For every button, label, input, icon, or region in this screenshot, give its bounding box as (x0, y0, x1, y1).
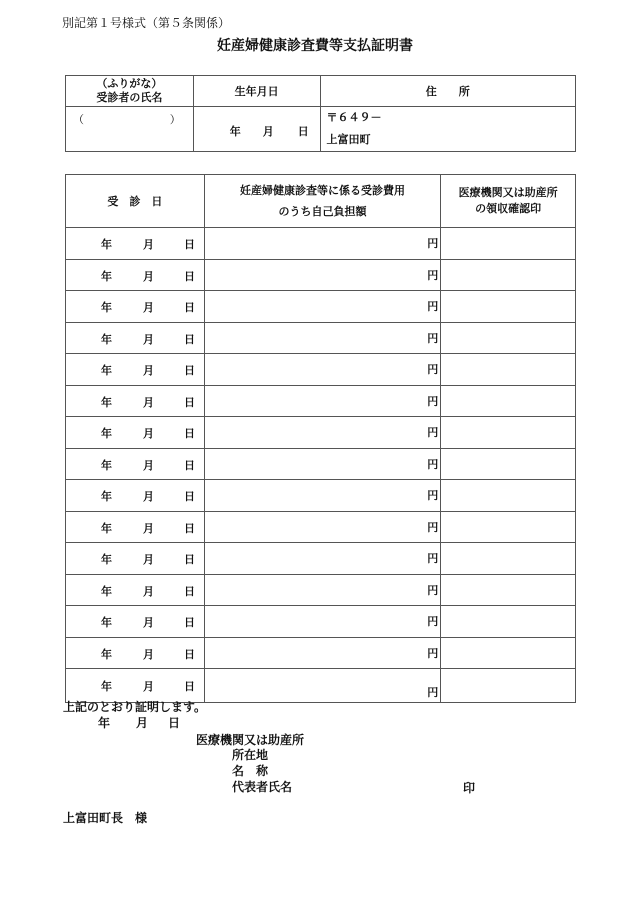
cost-label-line1: 妊産婦健康診査等に係る受診費用 (239, 184, 405, 197)
visit-row (66, 543, 576, 575)
representative-label: 代表者氏名 (232, 780, 293, 794)
birthdate-field[interactable] (193, 107, 320, 152)
visit-month: 月 (143, 647, 154, 661)
yen-unit: 円 (427, 520, 439, 534)
visit-row (66, 354, 576, 386)
address-field[interactable] (320, 107, 576, 152)
visit-row (66, 606, 576, 638)
yen-unit: 円 (427, 394, 439, 408)
furigana-label: （ふりがな） (96, 77, 163, 90)
visit-month: 月 (143, 490, 154, 504)
visit-month: 月 (143, 458, 154, 472)
receipt-seal-field[interactable] (441, 574, 576, 606)
visit-row (66, 291, 576, 323)
visit-date-field[interactable] (66, 669, 205, 703)
visit-month: 月 (143, 584, 154, 598)
visit-year: 年 (101, 553, 112, 567)
yen-unit: 円 (427, 685, 439, 699)
birth-year: 年 (229, 125, 241, 138)
yen-unit: 円 (427, 363, 439, 377)
cost-field[interactable] (204, 669, 441, 703)
receipt-seal-field[interactable] (441, 543, 576, 575)
receipt-seal-field[interactable] (441, 385, 576, 417)
visit-year: 年 (101, 616, 112, 630)
visit-row (66, 511, 576, 543)
visit-month: 月 (143, 680, 154, 694)
receipt-seal-field[interactable] (441, 322, 576, 354)
yen-unit: 円 (427, 457, 439, 471)
visit-date-field[interactable] (66, 259, 205, 291)
cost-field[interactable] (204, 543, 441, 575)
visit-year: 年 (101, 238, 112, 252)
paren-close: ） (169, 113, 181, 126)
visit-row (66, 259, 576, 291)
visit-month: 月 (143, 364, 154, 378)
applicant-info-table (65, 75, 576, 152)
cost-field[interactable] (204, 448, 441, 480)
visit-year: 年 (101, 647, 112, 661)
visit-row (66, 669, 576, 703)
visit-date-field[interactable] (66, 606, 205, 638)
visit-year: 年 (101, 458, 112, 472)
postal-code: 〒６４９－ (326, 111, 382, 124)
yen-unit: 円 (427, 646, 439, 660)
visit-date-field[interactable] (66, 354, 205, 386)
cost-field[interactable] (204, 606, 441, 638)
receipt-label-line1: 医療機関又は助産所 (458, 186, 558, 199)
header-visit-date: 受 診 日 (66, 175, 205, 228)
receipt-seal-field[interactable] (441, 669, 576, 703)
cost-field[interactable] (204, 259, 441, 291)
visit-year: 年 (101, 332, 112, 346)
cert-month: 月 (136, 716, 149, 730)
visit-day: 日 (184, 364, 195, 378)
visit-day: 日 (184, 584, 195, 598)
visit-month: 月 (143, 332, 154, 346)
header-receipt (441, 175, 576, 228)
visit-day: 日 (184, 332, 195, 346)
yen-unit: 円 (427, 237, 439, 251)
receipt-seal-field[interactable] (441, 228, 576, 260)
seal-mark: 印 (463, 781, 476, 795)
certification-statement: 上記のとおり証明します。 (63, 700, 207, 714)
cost-field[interactable] (204, 385, 441, 417)
visit-date-field[interactable] (66, 543, 205, 575)
yen-unit: 円 (427, 552, 439, 566)
birth-month: 月 (262, 125, 274, 138)
visit-row (66, 322, 576, 354)
visit-date-field[interactable] (66, 574, 205, 606)
receipt-seal-field[interactable] (441, 606, 576, 638)
visit-year: 年 (101, 364, 112, 378)
receipt-seal-field[interactable] (441, 480, 576, 512)
visit-day: 日 (184, 269, 195, 283)
cost-field[interactable] (204, 322, 441, 354)
visit-day: 日 (184, 301, 195, 315)
patient-name-label: 受診者の氏名 (96, 91, 163, 104)
yen-unit: 円 (427, 268, 439, 282)
visit-month: 月 (143, 616, 154, 630)
visit-month: 月 (143, 521, 154, 535)
header-address: 住 所 (320, 76, 576, 107)
yen-unit: 円 (427, 583, 439, 597)
receipt-seal-field[interactable] (441, 291, 576, 323)
visit-month: 月 (143, 301, 154, 315)
receipt-seal-field[interactable] (441, 417, 576, 449)
form-number: 別記第１号様式（第５条関係） (62, 16, 231, 30)
document-title: 妊産婦健康診査費等支払証明書 (217, 38, 413, 54)
visit-year: 年 (101, 584, 112, 598)
visit-row (66, 385, 576, 417)
birth-day: 日 (297, 125, 309, 138)
visit-date-field[interactable] (66, 228, 205, 260)
visit-day: 日 (184, 616, 195, 630)
town-name: 上富田町 (326, 133, 371, 146)
visit-row (66, 480, 576, 512)
receipt-seal-field[interactable] (441, 637, 576, 669)
visit-year: 年 (101, 680, 112, 694)
visit-year: 年 (101, 269, 112, 283)
visit-month: 月 (143, 269, 154, 283)
receipt-label-line2: の領収確認印 (475, 202, 542, 215)
visit-date-field[interactable] (66, 480, 205, 512)
yen-unit: 円 (427, 300, 439, 314)
visit-month: 月 (143, 395, 154, 409)
visit-row (66, 417, 576, 449)
visit-day: 日 (184, 238, 195, 252)
yen-unit: 円 (427, 615, 439, 629)
visit-date-field[interactable] (66, 637, 205, 669)
visit-year: 年 (101, 490, 112, 504)
visit-day: 日 (184, 647, 195, 661)
visit-date-field[interactable] (66, 417, 205, 449)
visit-month: 月 (143, 427, 154, 441)
visit-row (66, 228, 576, 260)
cert-year: 年 (98, 716, 111, 730)
visit-day: 日 (184, 490, 195, 504)
visit-year: 年 (101, 395, 112, 409)
institution-name-label: 名 称 (232, 764, 269, 778)
paren-open: （ (73, 113, 84, 126)
visit-date-field[interactable] (66, 291, 205, 323)
institution-label: 医療機関又は助産所 (196, 733, 305, 747)
visit-day: 日 (184, 553, 195, 567)
visit-date-field[interactable] (66, 511, 205, 543)
patient-name-field[interactable] (66, 107, 194, 152)
visit-year: 年 (101, 427, 112, 441)
cost-field[interactable] (204, 637, 441, 669)
yen-unit: 円 (427, 331, 439, 345)
cost-field[interactable] (204, 291, 441, 323)
yen-unit: 円 (427, 426, 439, 440)
visit-date-field[interactable] (66, 448, 205, 480)
addressee: 上富田町長 様 (63, 811, 148, 825)
location-label: 所在地 (232, 748, 269, 762)
cost-field[interactable] (204, 480, 441, 512)
visit-date-field[interactable] (66, 385, 205, 417)
visit-day: 日 (184, 521, 195, 535)
receipt-seal-field[interactable] (441, 354, 576, 386)
visit-year: 年 (101, 301, 112, 315)
receipt-seal-field[interactable] (441, 448, 576, 480)
cost-field[interactable] (204, 511, 441, 543)
header-cost (204, 175, 441, 228)
receipt-seal-field[interactable] (441, 511, 576, 543)
visit-year: 年 (101, 521, 112, 535)
visit-row (66, 637, 576, 669)
visit-day: 日 (184, 680, 195, 694)
visit-month: 月 (143, 238, 154, 252)
cost-field[interactable] (204, 228, 441, 260)
cert-day: 日 (168, 716, 181, 730)
cost-field[interactable] (204, 354, 441, 386)
visit-day: 日 (184, 395, 195, 409)
header-birthdate: 生年月日 (193, 76, 320, 107)
yen-unit: 円 (427, 489, 439, 503)
visit-day: 日 (184, 458, 195, 472)
visit-table (65, 174, 576, 703)
visit-row (66, 574, 576, 606)
visit-month: 月 (143, 553, 154, 567)
visit-date-field[interactable] (66, 322, 205, 354)
cost-field[interactable] (204, 574, 441, 606)
cost-field[interactable] (204, 417, 441, 449)
visit-row (66, 448, 576, 480)
cost-label-line2: のうち自己負担額 (278, 205, 367, 218)
receipt-seal-field[interactable] (441, 259, 576, 291)
visit-day: 日 (184, 427, 195, 441)
header-name (66, 76, 194, 107)
